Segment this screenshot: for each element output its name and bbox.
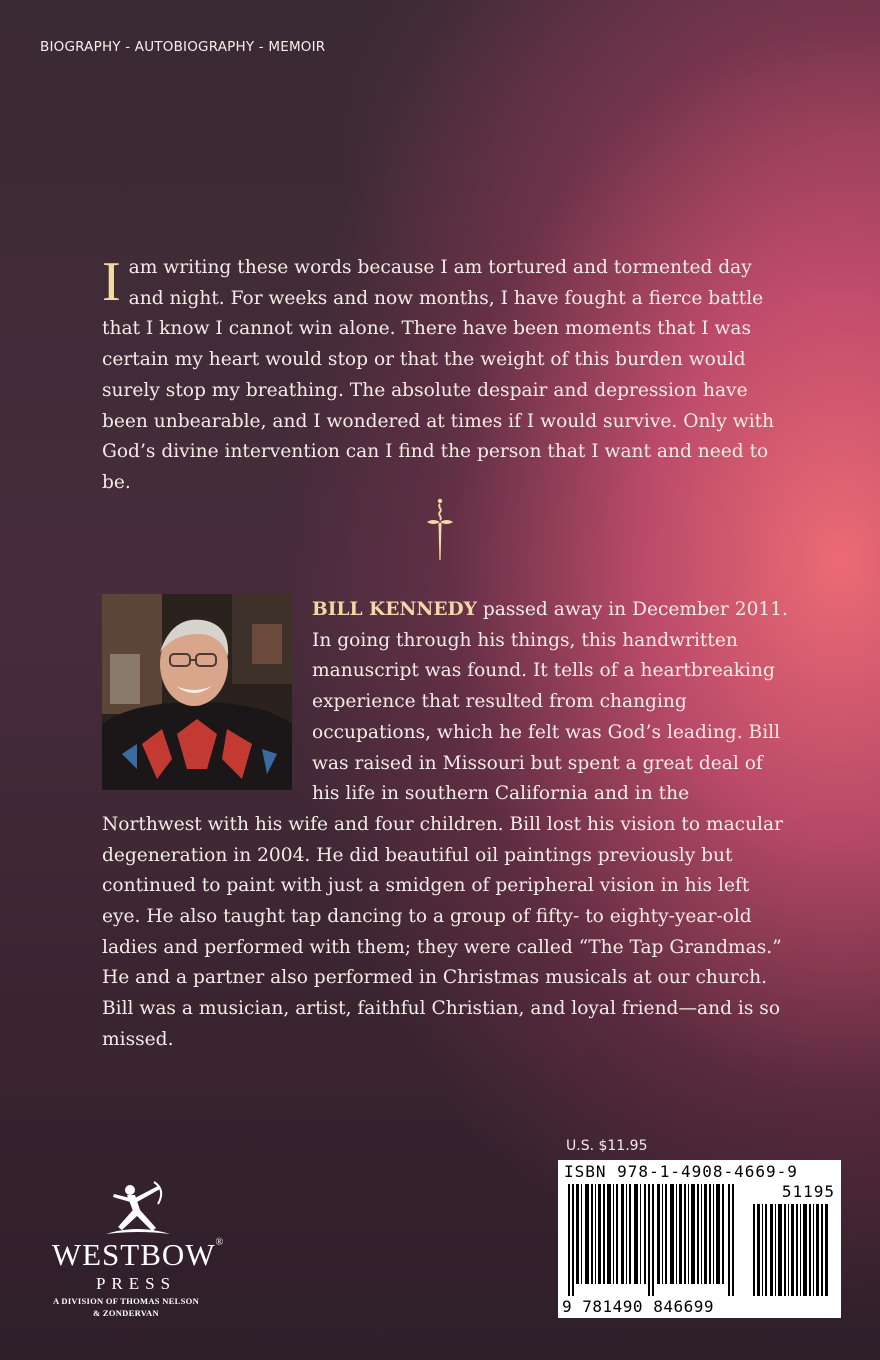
author-name: BILL KENNEDY [312, 599, 477, 620]
isbn-barcode [558, 1160, 841, 1318]
registered-mark: ® [215, 1237, 225, 1248]
excerpt-text: am writing these words because I am tortured and tormented day and night. For weeks and now months, I have fought a fierce battle that I know I cannot win alone. There have been moments that I was certain my heart would stop or that the weight of this burden would surely stop my breathing. The absolute despair and depression have been unbearable, and I wondered at times if I would survive. Only with God’s divine intervention can I find the person that I want and need to be. [102, 257, 775, 493]
barcode-bars [566, 1184, 736, 1296]
excerpt-paragraph [102, 253, 782, 499]
publisher-press: PRESS [95, 1274, 177, 1293]
publisher-division-line1: A DIVISION OF THOMAS NELSON [52, 1296, 200, 1306]
isbn-digits: 9 781490 846699 [562, 1297, 714, 1316]
author-bio [102, 595, 792, 1056]
publisher-name-text: WESTBOW [51, 1237, 216, 1272]
price-label: U.S. $11.95 [566, 1138, 648, 1154]
publisher-logo [38, 1180, 238, 1330]
bio-text: passed away in December 2011. In going through his things, this handwritten manuscript was found. It tells of a heartbreaking experience that resulted from changing occupations, which he felt was God’s leading. Bill was raised in Missouri but spent a great deal of his life in southern California and in the Northwest with his wife and four children. Bill lost his vision to macular degeneration in 2004. He did beautiful oil paintings previously but continued to paint with just a smidgen of peripheral vision in his left eye. He also taught tap dancing to a group of fifty- to eighty-year-old ladies and performed with them; they were called “The Tap Grandmas.” He and a partner also performed in Christmas musicals at our church. Bill was a musician, artist, faithful Christian, and loyal friend—and is so missed. [102, 599, 788, 1050]
isbn-label: ISBN 978-1-4908-4669-9 [564, 1162, 798, 1181]
archer-figure-icon [100, 1180, 176, 1238]
publisher-name [38, 1237, 238, 1273]
publisher-division-line2: & ZONDERVAN [93, 1308, 159, 1318]
barcode-addon-number: 51195 [781, 1182, 835, 1201]
addon-barcode-bars [752, 1204, 832, 1296]
genre-label: BIOGRAPHY - AUTOBIOGRAPHY - MEMOIR [40, 39, 326, 55]
drop-cap: I [102, 251, 121, 313]
dagger-cross-icon [426, 498, 454, 562]
